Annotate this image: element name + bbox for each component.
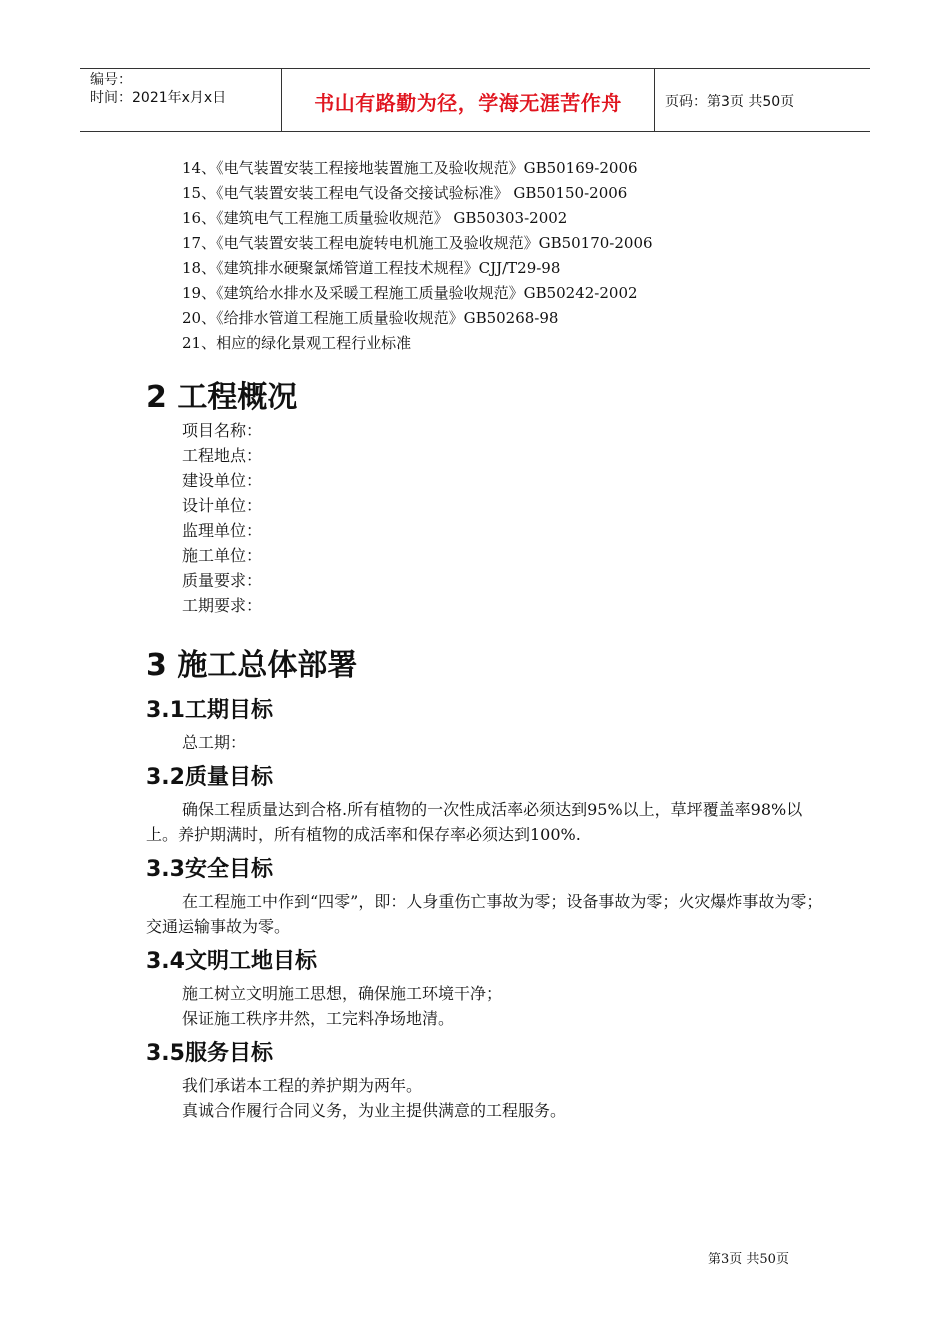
field-label: 项目名称： xyxy=(182,421,263,440)
section-3-4-line: 施工树立文明施工思想，确保施工环境干净； xyxy=(182,984,503,1003)
list-item: 16、《建筑电气工程施工质量验收规范》 GB50303-2002 xyxy=(182,209,568,227)
motto-text: 书山有路勤为径，学海无涯苦作舟 xyxy=(314,91,622,115)
section-3-title: 3 施工总体部署 xyxy=(146,648,358,683)
page-footer: 第3页 共50页 xyxy=(708,1252,789,1267)
field-label: 监理单位： xyxy=(182,521,263,540)
list-item: 21、相应的绿化景观工程行业标准 xyxy=(182,334,412,352)
list-item: 20、《给排水管道工程施工质量验收规范》GB50268-98 xyxy=(182,309,559,327)
header-motto-cell xyxy=(281,69,655,131)
document-body xyxy=(146,156,826,1123)
field-label: 质量要求： xyxy=(182,571,263,590)
header-page-cell xyxy=(655,69,870,131)
field-label: 建设单位： xyxy=(182,471,263,490)
section-3-2-text: 确保工程质量达到合格.所有植物的一次性成活率必须达到95%以上，草坪覆盖率98%以上。养护期满时，所有植物的成活率和保存率必须达到100%. xyxy=(146,800,803,844)
section-3-1-text: 总工期： xyxy=(182,733,247,752)
header-left-cell xyxy=(80,69,280,131)
field-label: 工期要求： xyxy=(182,596,263,615)
section-3-5-title: 3.5服务目标 xyxy=(146,1041,273,1066)
list-item: 14、《电气装置安装工程接地装置施工及验收规范》GB50169-2006 xyxy=(182,159,638,177)
section-3-5-line: 我们承诺本工程的养护期为两年。 xyxy=(182,1076,423,1095)
list-item: 19、《建筑给水排水及采暖工程施工质量验收规范》GB50242-2002 xyxy=(182,284,638,302)
section-3-5-line: 真诚合作履行合同义务，为业主提供满意的工程服务。 xyxy=(182,1101,567,1120)
section-3-1-title: 3.1工期目标 xyxy=(146,698,273,723)
standards-list xyxy=(146,156,826,356)
section-3-2-title: 3.2质量目标 xyxy=(146,765,273,790)
section-3-3-title: 3.3安全目标 xyxy=(146,857,273,882)
project-info-fields xyxy=(146,418,826,618)
list-item: 15、《电气装置安装工程电气设备交接试验标准》 GB50150-2006 xyxy=(182,184,628,202)
list-item: 17、《电气装置安装工程电旋转电机施工及验收规范》GB50170-2006 xyxy=(182,234,653,252)
header-page-label: 页码：第3页 共50页 xyxy=(665,94,795,110)
section-3-4-line: 保证施工秩序井然，工完料净场地清。 xyxy=(182,1009,455,1028)
time-label: 时间：2021年x月x日 xyxy=(90,90,227,106)
section-2-title: 2 工程概况 xyxy=(146,380,298,415)
list-item: 18、《建筑排水硬聚氯烯管道工程技术规程》CJJ/T29-98 xyxy=(182,259,561,277)
section-3-4-title: 3.4文明工地目标 xyxy=(146,949,317,974)
field-label: 施工单位： xyxy=(182,546,263,565)
doc-number-label: 编号： xyxy=(90,72,132,88)
field-label: 工程地点： xyxy=(182,446,263,465)
page-header xyxy=(80,68,870,132)
section-3-3-text: 在工程施工中作到“四零”，即：人身重伤亡事故为零；设备事故为零；火灾爆炸事故为零；交通运输事故为零。 xyxy=(146,892,823,936)
field-label: 设计单位： xyxy=(182,496,263,515)
